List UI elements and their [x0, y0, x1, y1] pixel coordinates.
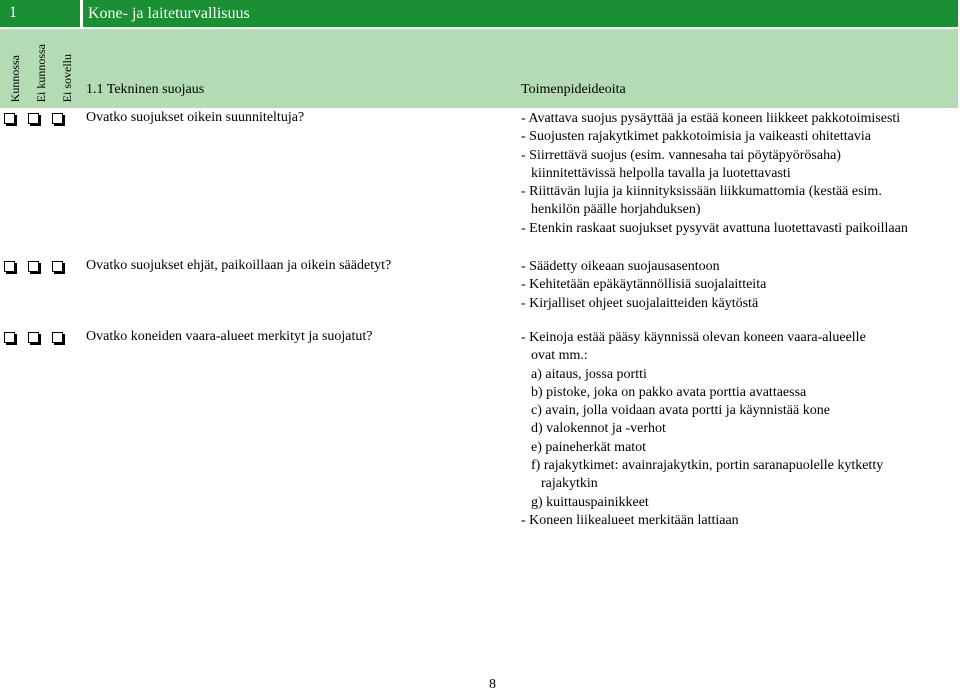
measure-item: - Koneen liikealueet merkitään lattiaan: [521, 512, 739, 528]
measure-item: henkilön päälle horjahduksen): [531, 202, 701, 218]
title-divider: [80, 0, 83, 27]
row-1-checkbox-kunnossa[interactable]: [4, 113, 15, 124]
row-2-checkbox-ei-kunnossa[interactable]: [28, 261, 39, 272]
measure-item: f) rajakytkimet: avainrajakytkin, portin saranapuolelle kytketty: [531, 458, 884, 474]
subsection-heading: 1.1 Tekninen suojaus: [86, 82, 205, 97]
measure-item: - Suojusten rajakytkimet pakkotoimisia ja vaikeasti ohitettavia: [521, 129, 871, 145]
measure-item: - Keinoja estää pääsy käynnissä olevan koneen vaara-alueelle: [521, 330, 866, 345]
row-2-checkbox-ei-sovellu[interactable]: [52, 261, 63, 272]
section-title-bar: [0, 0, 958, 29]
measure-item: d) valokennot ja -verhot: [531, 421, 666, 437]
row-3-checkboxes: [4, 332, 63, 343]
measure-item: rajakytkin: [541, 476, 598, 492]
measure-item: g) kuittauspainikkeet: [531, 494, 649, 510]
measure-item: - Kehitetään epäkäytännöllisiä suojalaitteita: [521, 277, 767, 293]
row-1-checkboxes: [4, 113, 63, 124]
measure-item: - Siirrettävä suojus (esim. vannesaha tai pöytäpyörösaha): [521, 147, 841, 163]
column-header-kunnossa: Kunnossa: [8, 54, 22, 102]
column-header-ei-kunnossa: Ei kunnossa: [34, 43, 48, 102]
row-3-measures: [521, 329, 883, 530]
measure-item: e) paineherkät matot: [531, 439, 647, 455]
row-1-measures: [521, 110, 908, 238]
row-3-checkbox-kunnossa[interactable]: [4, 332, 15, 343]
section-title: Kone- ja laiteturvallisuus: [88, 5, 250, 22]
row-1-question: Ovatko suojukset oikein suunniteltuja?: [86, 110, 305, 125]
row-1-checkbox-ei-kunnossa[interactable]: [28, 113, 39, 124]
row-2-checkbox-kunnossa[interactable]: [4, 261, 15, 272]
measure-item: kiinnitettävissä helpolla tavalla ja luotettavasti: [531, 165, 791, 181]
measure-item: - Riittävän lujia ja kiinnityksissään liikkumattomia (kestää esim.: [521, 184, 882, 200]
row-3-question: Ovatko koneiden vaara-alueet merkityt ja suojatut?: [86, 329, 373, 344]
measure-item: - Kirjalliset ohjeet suojalaitteiden käytöstä: [521, 295, 759, 311]
page-number: 8: [489, 677, 496, 692]
measure-item: ovat mm.:: [531, 348, 588, 364]
measure-item: c) avain, jolla voidaan avata portti ja käynnistää kone: [531, 403, 830, 419]
measure-item: b) pistoke, joka on pakko avata porttia avattaessa: [531, 384, 807, 400]
section-number: 1: [9, 4, 17, 21]
row-3-checkbox-ei-sovellu[interactable]: [52, 332, 63, 343]
row-2-checkboxes: [4, 261, 63, 272]
column-header-ei-sovellu: Ei sovellu: [60, 53, 74, 102]
row-3-checkbox-ei-kunnossa[interactable]: [28, 332, 39, 343]
column-header-bar: [0, 29, 958, 108]
measure-item: a) aitaus, jossa portti: [531, 366, 647, 382]
measure-item: - Säädetty oikeaan suojausasentoon: [521, 259, 720, 274]
measures-heading: Toimenpideideoita: [521, 82, 626, 97]
row-2-measures: [521, 258, 766, 313]
row-1-checkbox-ei-sovellu[interactable]: [52, 113, 63, 124]
row-2-question: Ovatko suojukset ehjät, paikoillaan ja oikein säädetyt?: [86, 258, 392, 273]
measure-item: - Etenkin raskaat suojukset pysyvät avattuna luotettavasti paikoillaan: [521, 220, 908, 236]
measure-item: - Avattava suojus pysäyttää ja estää koneen liikkeet pakkotoimisesti: [521, 111, 901, 126]
